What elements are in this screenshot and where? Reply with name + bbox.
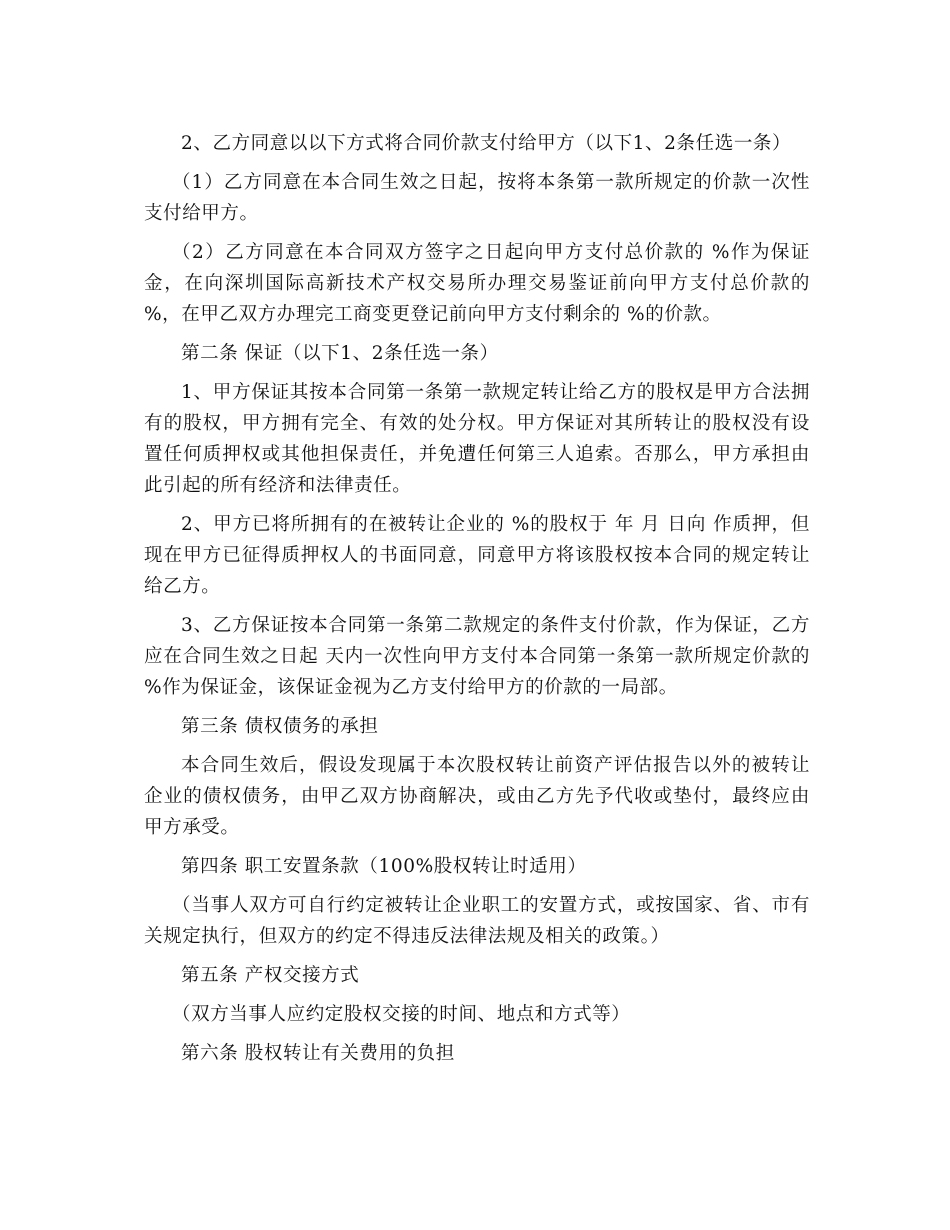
article-2-item-2: 2、甲方已将所拥有的在被转让企业的 %的股权于 年 月 日向 作质押，但现在甲方已征得质押权人的书面同意，同意甲方将该股权按本合同的规定转让给乙方。 — [144, 514, 810, 597]
article-2-item-3: 3、乙方保证按本合同第一条第二款规定的条件支付价款，作为保证，乙方应在合同生效之日起 天内一次性向甲方支付本合同第一条第一款所规定价款的 %作为保证金，该保证金视为乙方支付给甲方的价款的一局部。 — [144, 615, 810, 698]
article-4-heading: 第四条 职工安置条款（100%股权转让时适用） — [181, 856, 587, 877]
article-5-body: （双方当事人应约定股权交接的时间、地点和方式等） — [172, 1004, 631, 1025]
article-5-heading: 第五条 产权交接方式 — [181, 965, 360, 986]
article-2-item-1: 1、甲方保证其按本合同第一条第一款规定转让给乙方的股权是甲方合法拥有的股权，甲方拥有完全、有效的处分权。甲方保证对其所转让的股权没有设置任何质押权或其他担保责任，并免遭任何第三人追索。否那么，甲方承担由此引起的所有经济和法律责任。 — [144, 382, 810, 496]
article-3-body: 本合同生效后，假设发现属于本次股权转让前资产评估报告以外的被转让企业的债权债务，由甲乙双方协商解决，或由乙方先予代收或垫付，最终应由甲方承受。 — [144, 755, 810, 838]
clause-payment-option-2: （2）乙方同意在本合同双方签字之日起向甲方支付总价款的 %作为保证金，在向深圳国际高新技术产权交易所办理交易鉴证前向甲方支付总价款的 %，在甲乙双方办理完工商变更登记前向甲方支付剩余的 %的价款。 — [144, 242, 810, 325]
article-2-heading: 第二条 保证（以下1、2条任选一条） — [181, 343, 499, 364]
clause-payment-option-1: （1）乙方同意在本合同生效之日起，按将本条第一款所规定的价款一次性支付给甲方。 — [144, 172, 810, 224]
article-4-body: （当事人双方可自行约定被转让企业职工的安置方式，或按国家、省、市有关规定执行，但双方的约定不得违反法律法规及相关的政策。） — [144, 895, 810, 947]
article-3-heading: 第三条 债权债务的承担 — [181, 716, 379, 737]
document-body — [144, 128, 810, 1077]
article-6-heading: 第六条 股权转让有关费用的负担 — [181, 1043, 455, 1064]
clause-payment-method: 2、乙方同意以以下方式将合同价款支付给甲方（以下1、2条任选一条） — [181, 133, 792, 154]
